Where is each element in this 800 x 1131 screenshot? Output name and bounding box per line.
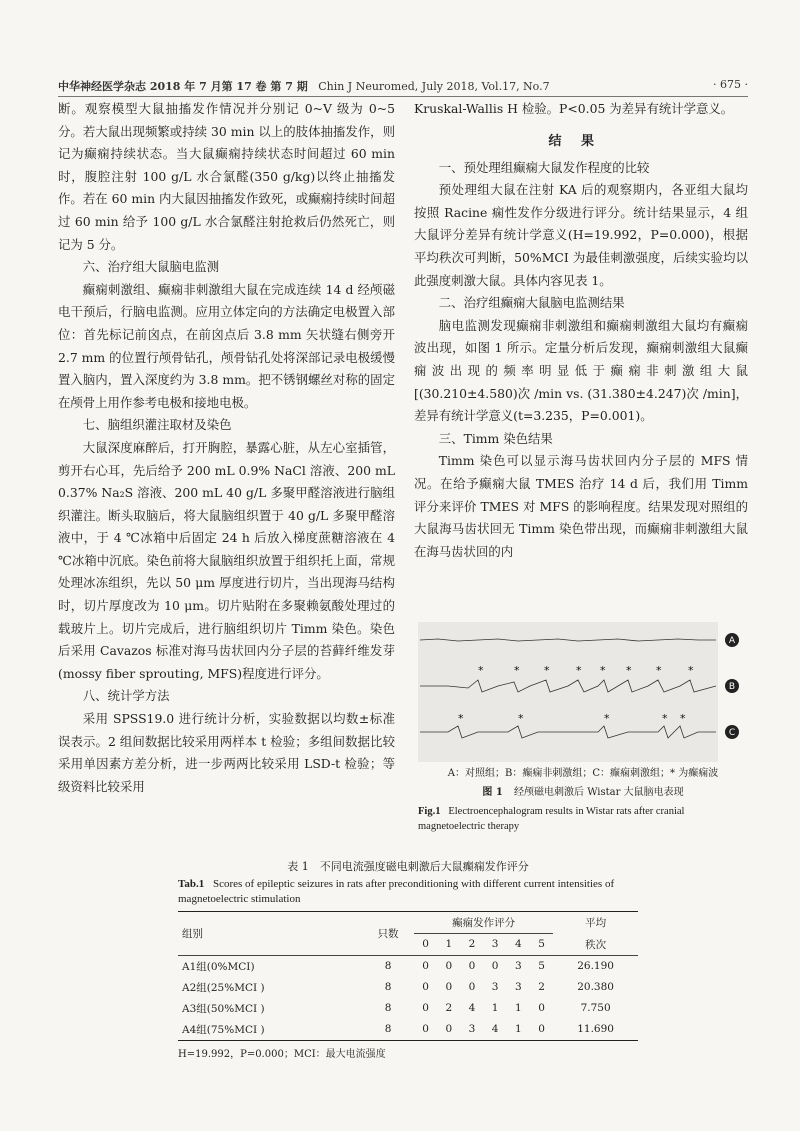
seizure-marker: * [626,664,632,677]
col-header-group: 组别 [178,912,362,956]
score-col-header: 1 [437,934,460,956]
score-col-header: 2 [460,934,483,956]
seizure-marker: * [604,712,610,725]
col-header-n: 只数 [362,912,414,956]
cell-score: 0 [445,981,453,993]
cell-rank: 20.380 [577,981,614,993]
table-title-cn: 表 1 不同电流强度磁电刺激后大鼠癫痫发作评分 [287,860,529,873]
journal-cn: 中华神经医学杂志 2018 年 7 月第 17 卷 第 7 期 [58,80,308,93]
left-column [58,98,395,798]
cell-n: 8 [362,955,414,977]
cell-score: 2 [538,981,545,993]
seizure-marker: * [518,712,524,725]
cell-score: 0 [422,1002,429,1014]
paragraph: Kruskal-Wallis H 检验。P<0.05 为差异有统计学意义。 [414,101,734,116]
journal-en: Chin J Neuromed, July 2018, Vol.17, No.7 [318,80,550,93]
table-title-en-text: Scores of epileptic seizures in rats after preconditioning with different current intensities of magnetoelectric stimulation [178,878,615,905]
right-column [414,98,748,563]
seizure-marker: * [656,664,662,677]
cell-group: A2组(25%MCI ) [182,981,265,994]
score-table [178,911,638,1041]
seizure-marker: * [478,664,484,677]
cell-score: 3 [514,981,522,993]
eeg-traces [418,622,748,762]
trace-label-a: A [728,636,736,646]
paragraph: 脑电监测发现癫痫非刺激组和癫痫刺激组大鼠均有癫痫波出现，如图 1 所示。定量分析后发现，癫痫刺激组大鼠癫痫波出现的频率明显低于癫痫非刺激组大鼠[(30.210±4.580)次 /min vs. (31.380±4.247)次 /min]，差异有统计学意义(t=3.235，P=0.001)。 [414,317,748,424]
page-number: · 675 · [713,78,748,91]
score-col-header: 4 [507,934,530,956]
cell-score: 0 [530,1019,553,1041]
table-1 [178,858,638,1060]
cell-score: 0 [414,1019,437,1041]
cell-score: 0 [460,955,483,977]
table-title-en [178,877,638,907]
cell-rank: 26.190 [553,955,638,977]
cell-score: 0 [468,981,476,993]
section-heading-7: 七、脑组织灌注取材及染色 [82,417,232,433]
table-row [178,955,638,977]
results-heading: 结果 [548,133,614,149]
section-heading-8: 八、统计学方法 [82,688,170,704]
paragraph: Timm 染色可以显示海马齿状回内分子层的 MFS 情况。在给予癫痫大鼠 TMES 治疗 14 d 后，我们用 Timm 评分来评价 TMES 对 MFS 的影响程度。结果发现对照组的大鼠海马齿状回无 Timm 染色带出现，而癫痫非刺激组大鼠在海马齿状回的内 [414,453,748,559]
figure-caption-en [418,804,748,834]
cell-score: 1 [507,1019,530,1041]
results-heading-2: 二、治疗组癫痫大鼠脑电监测结果 [438,295,625,311]
score-col-header: 5 [530,934,553,956]
cell-score: 4 [468,1002,476,1014]
cell-n: 8 [362,1019,414,1041]
paragraph: 断。观察模型大鼠抽搐发作情况并分别记 0~V 级为 0~5 分。若大鼠出现频繁或持续 30 min 以上的肢体抽搐发作，则记为癫痫持续状态。当大鼠癫痫持续状态时间超过 60 min 时，腹腔注射 100 g/L 水合氯醛(350 g/kg)以终止抽搐发作。若在 60 min 内大鼠因抽搐发作致死，或癫痫持续时间超过 60 min 给予 100 g/L 水合氯醛注射抢救后仍然死亡，则记为 5 分。 [58,101,395,252]
cell-n: 8 [384,1002,392,1014]
figure-caption-text: 经颅磁电刺激后 Wistar 大鼠脑电表现 [514,787,684,798]
cell-score: 3 [507,955,530,977]
cell-score: 0 [538,1002,545,1014]
results-heading-1: 一、预处理组癫痫大鼠发作程度的比较 [438,159,650,175]
cell-score: 2 [445,1002,453,1014]
paragraph: 采用 SPSS19.0 进行统计分析，实验数据以均数±标准误表示。2 组间数据比较采用两样本 t 检验；多组间数据比较采用单因素方差分析，进一步两两比较采用 LSD-t 检验；等级资料比较采用 [58,711,395,794]
figure-1 [418,622,748,834]
score-col-header: 0 [414,934,437,956]
section-heading-6: 六、治疗组大鼠脑电监测 [82,259,220,275]
figure-legend: A：对照组；B：癫痫非刺激组；C：癫痫刺激组；* 为癫痫波 [447,768,719,779]
cell-rank: 11.690 [553,1019,638,1041]
cell-group: A4组(75%MCI ) [178,1019,362,1041]
table-note: H=19.992，P=0.000；MCI：最大电流强度 [178,1048,386,1060]
seizure-marker: * [576,664,582,677]
paragraph: 预处理组大鼠在注射 KA 后的观察期内，各亚组大鼠均按照 Racine 痫性发作分级进行评分。统计结果显示，4 组大鼠评分差异有统计学意义(H=19.992，P=0.000)，根据平均秩次可判断，50%MCI 为最佳刺激强度，后续实验均以此强度刺激大鼠。具体内容见表 1。 [414,182,748,288]
table-row [178,1019,638,1041]
cell-score: 4 [484,1019,507,1041]
seizure-marker: * [680,712,686,725]
seizure-marker: * [514,664,520,677]
trace-label-c: C [728,728,736,738]
paragraph: 癫痫刺激组、癫痫非刺激组大鼠在完成连续 14 d 经颅磁电干预后，行脑电监测。应用立体定向的方法确定电极置入部位：首先标记前囟点，在前囟点后 3.8 mm 矢状缝右侧旁开 2.7 mm 的位置行颅骨钻孔，颅骨钻孔处将深部记录电极缓慢置入脑内，置入深度约为 3.8 mm。把不锈钢螺丝对称的固定在颅骨上用作参考电极和接地电极。 [58,281,395,410]
cell-group: A1组(0%MCI) [178,955,362,977]
cell-score: 5 [530,955,553,977]
cell-group: A3组(50%MCI ) [182,1002,265,1015]
cell-score: 0 [414,955,437,977]
cell-score: 0 [437,1019,460,1041]
cell-score: 3 [491,981,499,993]
running-header [58,78,748,97]
seizure-marker: * [600,664,606,677]
cell-score: 1 [514,1002,522,1014]
seizure-marker: * [544,664,550,677]
table-row [178,977,638,998]
figure-number: 图 1 [482,787,503,798]
trace-label-b: B [728,682,736,692]
col-header-rank-2: 秩次 [585,938,607,951]
cell-score: 1 [491,1002,499,1014]
cell-score: 0 [484,955,507,977]
score-col-header: 3 [484,934,507,956]
table-row [178,998,638,1019]
seizure-marker: * [662,712,668,725]
cell-n: 8 [384,981,392,993]
cell-score: 0 [422,981,429,993]
seizure-marker: * [688,664,694,677]
results-heading-3: 三、Timm 染色结果 [438,430,553,446]
cell-score: 0 [437,955,460,977]
col-header-rank: 平均 [553,912,638,934]
figure-number-en: Fig.1 [418,806,441,817]
seizure-marker: * [458,712,464,725]
cell-rank: 7.750 [580,1002,611,1014]
cell-score: 3 [460,1019,483,1041]
figure-caption-en-text: Electroencephalogram results in Wistar rats after cranial magnetoelectric therapy [418,806,685,832]
paragraph: 大鼠深度麻醉后，打开胸腔，暴露心脏，从左心室插管，剪开右心耳，先后给予 200 mL 0.9% NaCl 溶液、200 mL 0.37% Na₂S 溶液、200 mL 40 g/L 多聚甲醛溶液进行脑组织灌注。断头取脑后，将大鼠脑组织置于 40 g/L 多聚甲醛溶液中，于 4 ℃冰箱中后固定 24 h 后放入梯度蔗糖溶液在 4 ℃冰箱中沉底。染色前将大鼠脑组织放置于组织托上面，常规处理冰冻组织，先以 50 μm 厚度进行切片，当出现海马结构时，切片厚度改为 10 μm。切片贴附在多聚赖氨酸处理过的载玻片上。切片完成后，进行脑组织切片 Timm 染色。染色后采用 Cavazos 标准对海马齿状回内分子层的苔藓纤维发芽 (mossy fiber sprouting, MFS)程度进行评分。 [58,439,395,681]
figure-caption-cn [418,783,748,798]
col-header-score: 癫痫发作评分 [414,912,553,934]
table-number-en: Tab.1 [178,878,205,890]
